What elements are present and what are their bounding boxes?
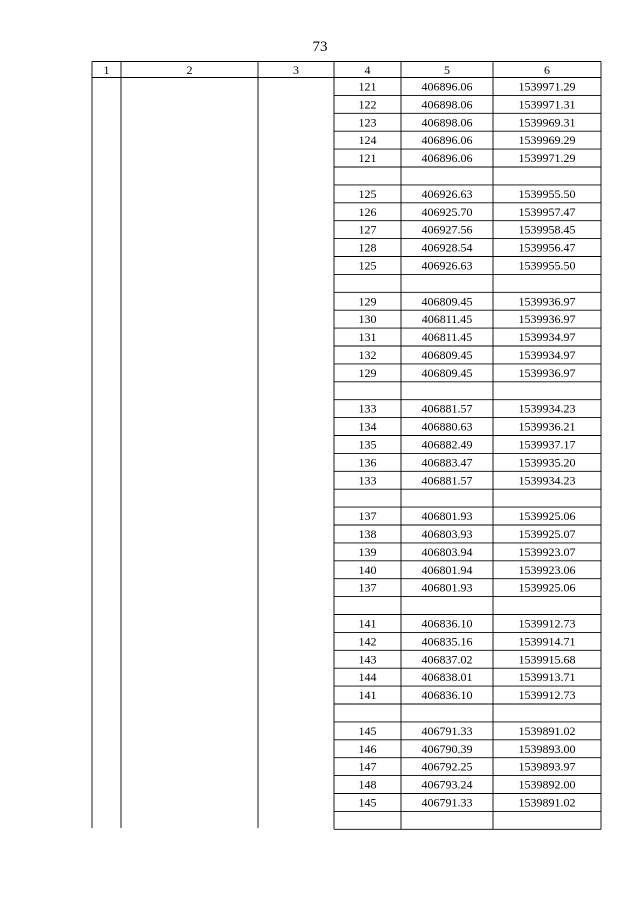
column-header: 6 <box>544 63 550 77</box>
table-cell: 1539914.71 <box>518 634 576 649</box>
table-cell: 406925.70 <box>421 204 473 219</box>
table-cell: 127 <box>358 222 377 237</box>
table-cell: 1539934.23 <box>518 473 576 488</box>
table-cell: 1539969.31 <box>518 115 576 130</box>
table-cell: 1539891.02 <box>518 723 576 738</box>
table-cell: 406883.47 <box>421 455 473 470</box>
table-cell: 138 <box>358 527 377 541</box>
table-cell: 1539958.45 <box>518 222 576 237</box>
table-cell: 1539969.29 <box>518 133 576 148</box>
table-cell: 137 <box>358 580 377 595</box>
table-cell: 141 <box>358 688 377 703</box>
table-cell: 144 <box>358 670 377 685</box>
table-cell: 137 <box>358 509 377 524</box>
table-cell: 406809.45 <box>421 294 473 309</box>
table-cell: 406896.06 <box>421 79 473 94</box>
table-cell: 406791.33 <box>421 795 473 810</box>
table-cell: 406926.63 <box>421 258 473 273</box>
table-cell: 406792.25 <box>421 759 473 774</box>
table-cell: 406793.24 <box>421 777 473 792</box>
table-cell: 406836.10 <box>421 688 473 703</box>
table-cell: 1539936.21 <box>518 419 576 434</box>
table-cell: 1539934.97 <box>518 348 576 362</box>
table-cell: 406836.10 <box>421 616 473 631</box>
table-cell: 406803.94 <box>421 544 473 559</box>
table-cell: 1539892.00 <box>518 777 576 792</box>
table-cell: 129 <box>358 365 377 380</box>
table-cell: 1539925.07 <box>518 527 576 541</box>
table-cell: 142 <box>358 634 377 649</box>
table-cell: 129 <box>358 294 377 309</box>
table-cell: 125 <box>358 186 377 201</box>
table-cell: 1539971.29 <box>518 79 576 94</box>
table-cell: 1539957.47 <box>518 204 576 219</box>
table-cell: 1539912.73 <box>518 688 576 703</box>
table-cell: 406926.63 <box>421 186 473 201</box>
page-number: 73 <box>312 39 328 55</box>
table-cell: 406881.57 <box>421 473 473 488</box>
table-cell: 1539891.02 <box>518 795 576 810</box>
table-cell: 406881.57 <box>421 401 473 416</box>
table-cell: 1539925.06 <box>518 509 576 524</box>
table-cell: 1539934.97 <box>518 330 576 345</box>
table-cell: 141 <box>358 616 377 631</box>
table-cell: 145 <box>358 795 377 810</box>
column-header: 2 <box>186 63 193 77</box>
table-cell: 1539913.71 <box>518 670 576 685</box>
table-cell: 133 <box>358 473 377 488</box>
table-cell: 131 <box>358 330 377 345</box>
table-cell: 1539955.50 <box>518 258 576 273</box>
table-cell: 124 <box>358 133 377 148</box>
table-cell: 406811.45 <box>421 330 473 345</box>
table-cell: 406927.56 <box>421 222 473 237</box>
table-cell: 406838.01 <box>421 670 473 685</box>
table-cell: 1539893.00 <box>518 741 576 756</box>
table-cell: 406898.06 <box>421 97 473 112</box>
table-cell: 406811.45 <box>421 312 473 327</box>
table-cell: 1539912.73 <box>518 616 576 631</box>
table-cell: 406898.06 <box>421 115 473 130</box>
table-cell: 136 <box>358 455 377 470</box>
table-cell: 134 <box>358 419 377 434</box>
table-cell: 148 <box>358 777 377 792</box>
table-cell: 406790.39 <box>421 741 473 756</box>
table-cell: 143 <box>358 652 377 667</box>
column-header: 5 <box>444 63 450 77</box>
table-cell: 406882.49 <box>421 437 473 452</box>
table-cell: 121 <box>358 151 377 166</box>
table-cell: 406896.06 <box>421 133 473 148</box>
table-cell: 139 <box>358 544 377 559</box>
table-cell: 406837.02 <box>421 652 473 667</box>
table-cell: 1539934.23 <box>518 401 576 416</box>
table-cell: 146 <box>358 741 377 756</box>
table-cell: 128 <box>358 240 377 255</box>
table-cell: 133 <box>358 401 377 416</box>
table-cell: 406803.93 <box>421 527 473 541</box>
column-header: 3 <box>293 63 299 77</box>
table-cell: 1539915.68 <box>518 652 576 667</box>
table-cell: 1539923.06 <box>518 562 576 577</box>
table-cell: 406896.06 <box>421 151 473 166</box>
table-cell: 1539955.50 <box>518 186 576 201</box>
table-cell: 406801.93 <box>421 509 473 524</box>
table-cell: 406928.54 <box>421 240 473 255</box>
table-cell: 125 <box>358 258 377 273</box>
table-cell: 122 <box>358 97 377 112</box>
table-cell: 1539971.31 <box>518 97 576 112</box>
table-cell: 406801.93 <box>421 580 473 595</box>
table-cell: 406809.45 <box>421 348 473 362</box>
table-cell: 1539925.06 <box>518 580 576 595</box>
table-cell: 1539937.17 <box>518 437 576 452</box>
table-cell: 130 <box>358 312 377 327</box>
table-cell: 1539936.97 <box>518 312 576 327</box>
table-cell: 1539936.97 <box>518 365 576 380</box>
table-cell: 1539956.47 <box>518 240 576 255</box>
column-header: 4 <box>364 63 371 77</box>
table-cell: 135 <box>358 437 377 452</box>
table-cell: 132 <box>358 348 377 362</box>
table-cell: 406801.94 <box>421 562 473 577</box>
table-cell: 147 <box>358 759 377 774</box>
table-cell: 123 <box>358 115 377 130</box>
table-cell: 126 <box>358 204 377 219</box>
table-cell: 1539935.20 <box>518 455 576 470</box>
table-cell: 1539923.07 <box>518 544 576 559</box>
table-cell: 1539971.29 <box>518 151 576 166</box>
table-cell: 406809.45 <box>421 365 473 380</box>
table-cell: 145 <box>358 723 377 738</box>
table-cell: 406880.63 <box>421 419 473 434</box>
table-cell: 1539893.97 <box>518 759 576 774</box>
column-header: 1 <box>103 63 110 77</box>
table-cell: 1539936.97 <box>518 294 576 309</box>
table-cell: 406791.33 <box>421 723 473 738</box>
table-cell: 121 <box>358 79 377 94</box>
table-cell: 406835.16 <box>421 634 473 649</box>
table-cell: 140 <box>358 562 377 577</box>
